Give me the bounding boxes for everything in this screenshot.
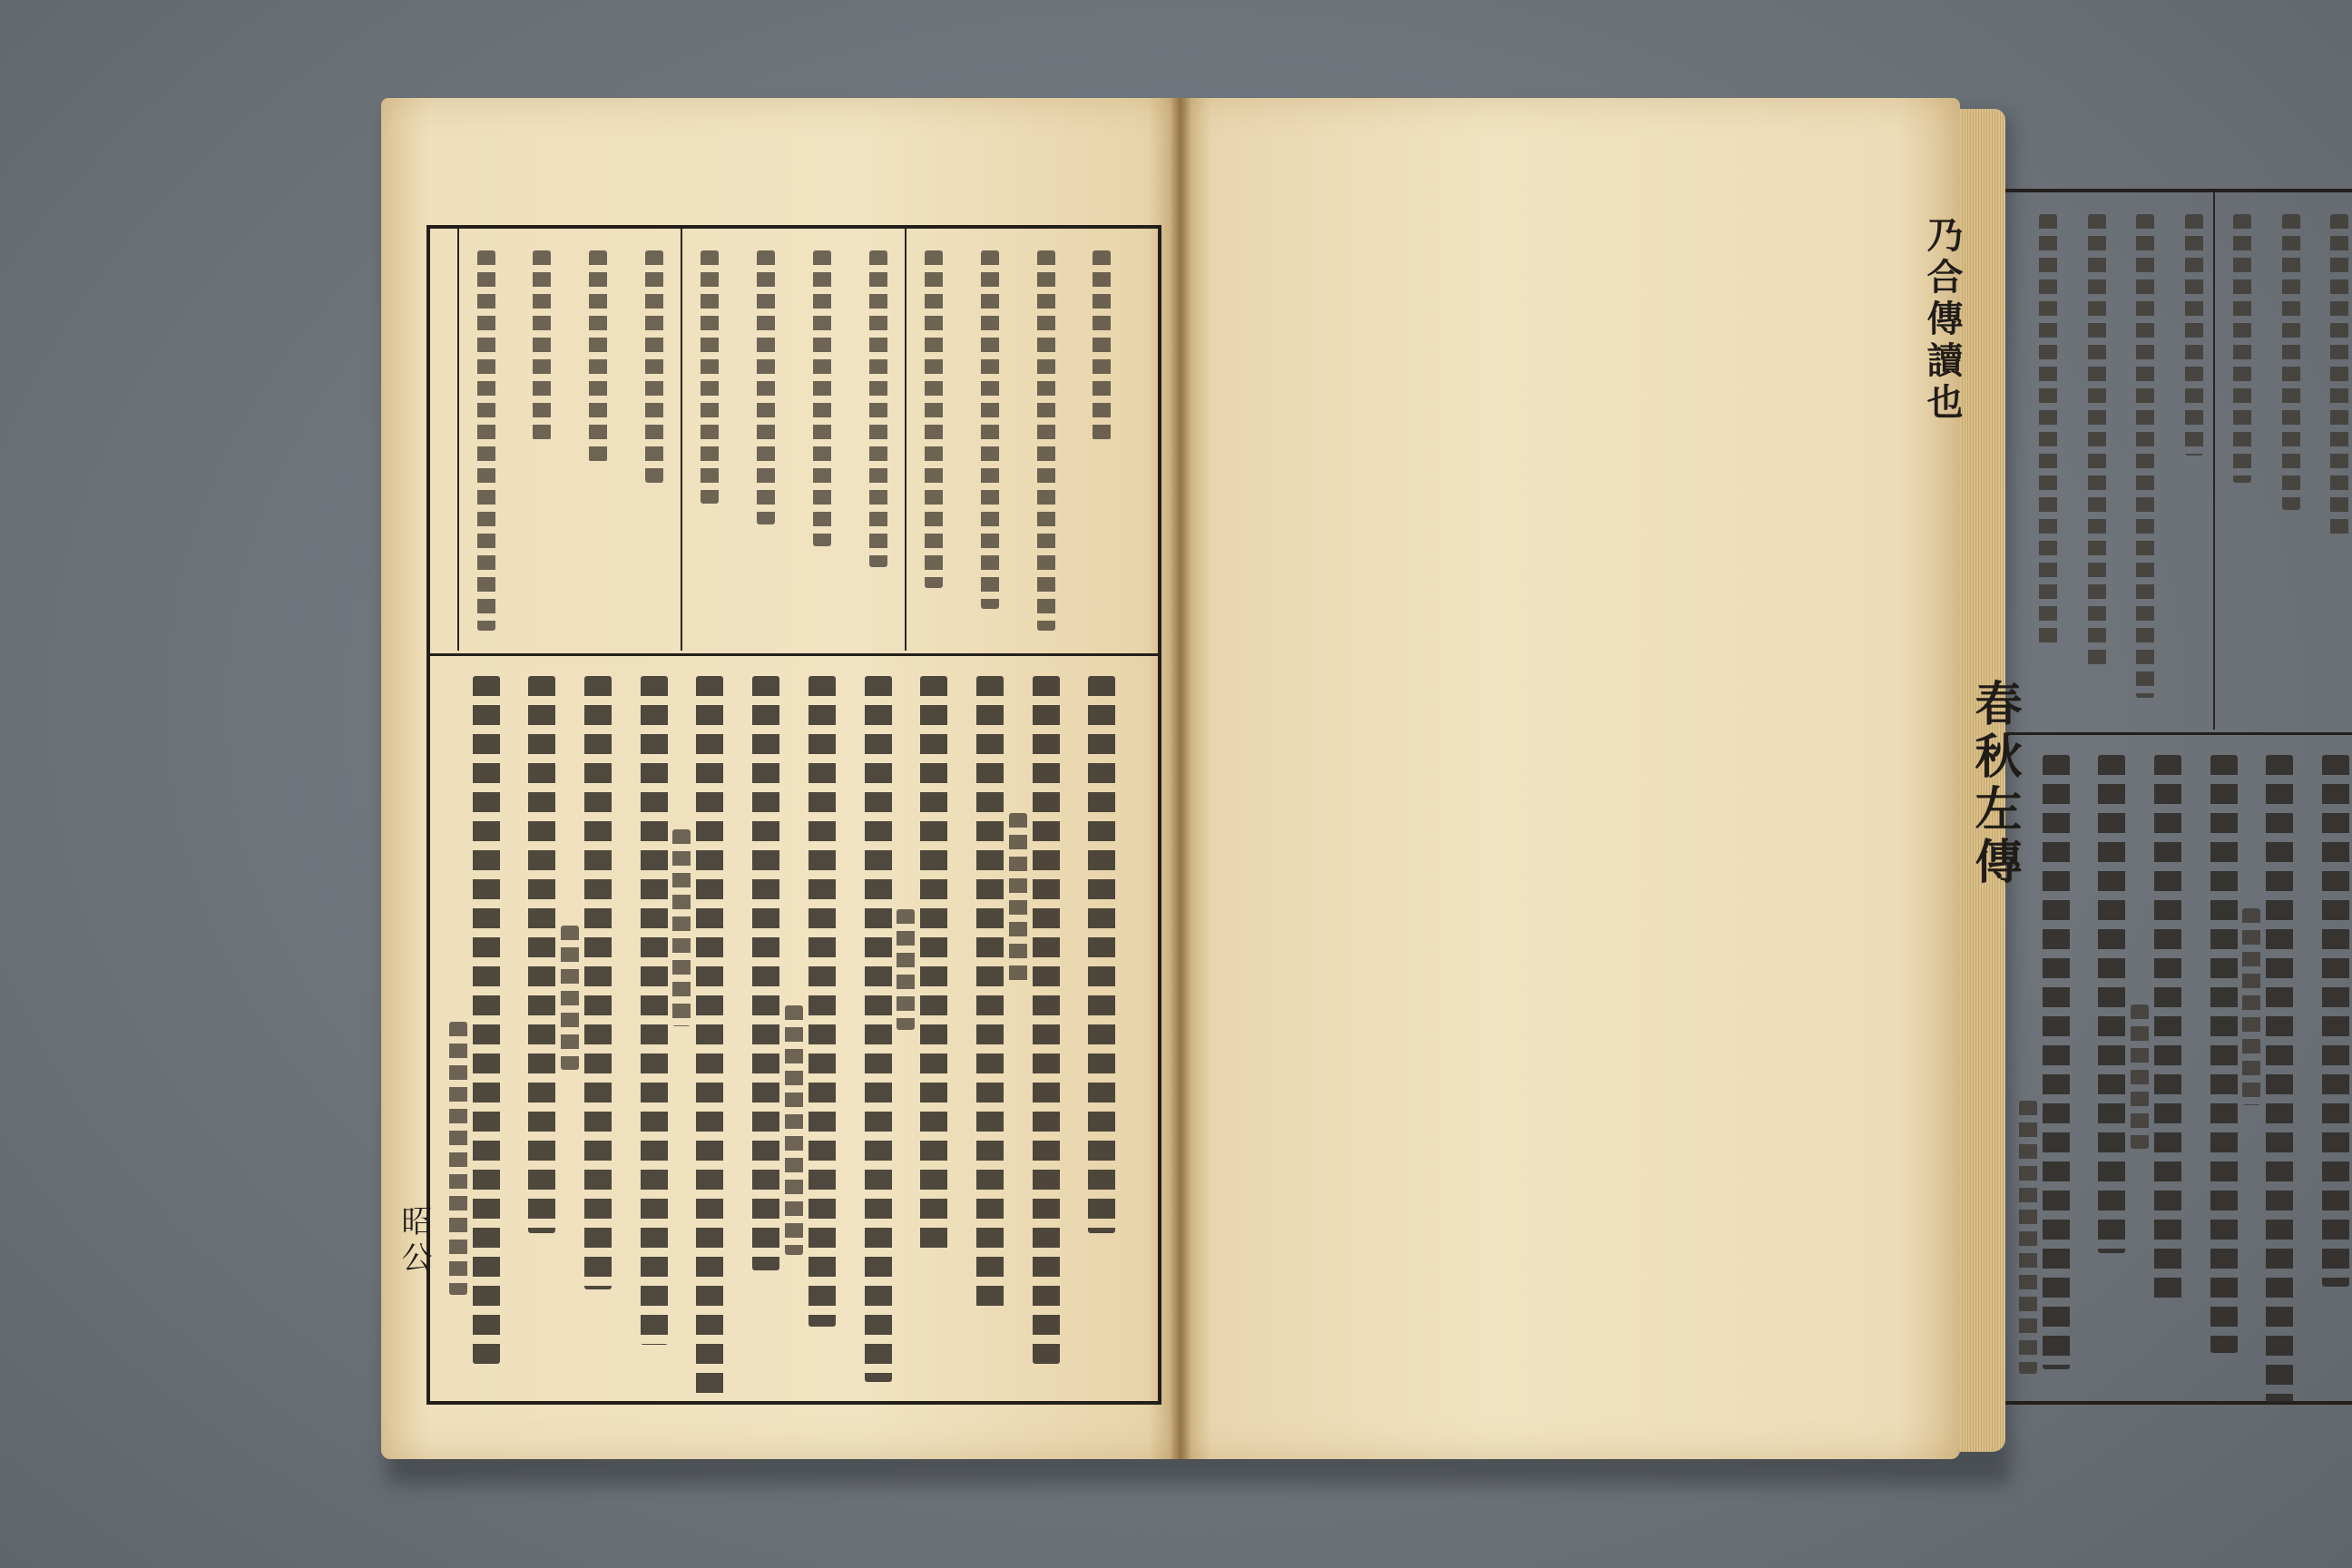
commentary-rule <box>905 229 906 651</box>
commentary-column <box>477 250 495 631</box>
commentary-column <box>925 250 943 588</box>
section-title: 春秋左傳 <box>1966 679 2022 889</box>
annotation-column <box>561 926 579 1070</box>
right-register-divider <box>2000 732 2352 735</box>
commentary-column <box>533 250 551 440</box>
commentary-column <box>1093 250 1111 440</box>
chapter-label: 昭公 <box>396 1205 432 1278</box>
commentary-column <box>2039 214 2057 644</box>
annotation-column <box>785 1005 803 1255</box>
main-text-column <box>528 676 555 1233</box>
annotation-column <box>449 1022 467 1295</box>
commentary-column <box>869 250 887 567</box>
main-text-column <box>2154 755 2181 1303</box>
commentary-rule <box>681 229 682 651</box>
commentary-column <box>1037 250 1055 631</box>
annotation-column <box>2131 1004 2149 1149</box>
commentary-rule <box>457 229 459 651</box>
main-text-column <box>808 676 836 1327</box>
annotation-column <box>672 829 691 1026</box>
annotation-column <box>2019 1101 2037 1374</box>
commentary-column <box>757 250 775 524</box>
commentary-rule <box>2213 192 2215 730</box>
main-text-column <box>584 676 612 1289</box>
main-text-column <box>2098 755 2125 1253</box>
main-text-column <box>752 676 779 1270</box>
right-page <box>1180 98 1960 1459</box>
commentary-column <box>2088 214 2106 671</box>
main-text-column <box>1033 676 1060 1364</box>
main-text-column <box>2043 755 2070 1369</box>
main-text-column <box>1088 676 1115 1233</box>
main-text-column <box>2266 755 2293 1403</box>
commentary-column <box>981 250 999 609</box>
book-gutter <box>1171 98 1191 1459</box>
commentary-column <box>2233 214 2251 483</box>
main-text-column <box>473 676 500 1364</box>
commentary-column <box>2136 214 2154 698</box>
right-print-frame <box>1996 189 2352 1405</box>
main-text-column <box>641 676 668 1345</box>
commentary-column <box>701 250 719 504</box>
right-headnote: 乃合傳讀也 <box>1921 216 1964 425</box>
left-print-frame <box>426 225 1161 1405</box>
annotation-column <box>2242 908 2260 1105</box>
main-text-column <box>2322 755 2349 1287</box>
commentary-column <box>645 250 663 483</box>
annotation-column <box>1009 813 1027 986</box>
left-page <box>381 98 1180 1459</box>
main-text-column <box>865 676 892 1382</box>
main-text-column <box>696 676 723 1401</box>
open-book <box>381 98 2022 1477</box>
annotation-column <box>897 909 915 1030</box>
main-text-column <box>976 676 1004 1308</box>
commentary-column <box>589 250 607 462</box>
commentary-column <box>2330 214 2348 536</box>
commentary-column <box>2282 214 2300 510</box>
commentary-column <box>813 250 831 546</box>
main-text-column <box>2210 755 2238 1353</box>
commentary-column <box>2185 214 2203 456</box>
main-text-column <box>920 676 947 1252</box>
left-register-divider <box>430 653 1158 656</box>
